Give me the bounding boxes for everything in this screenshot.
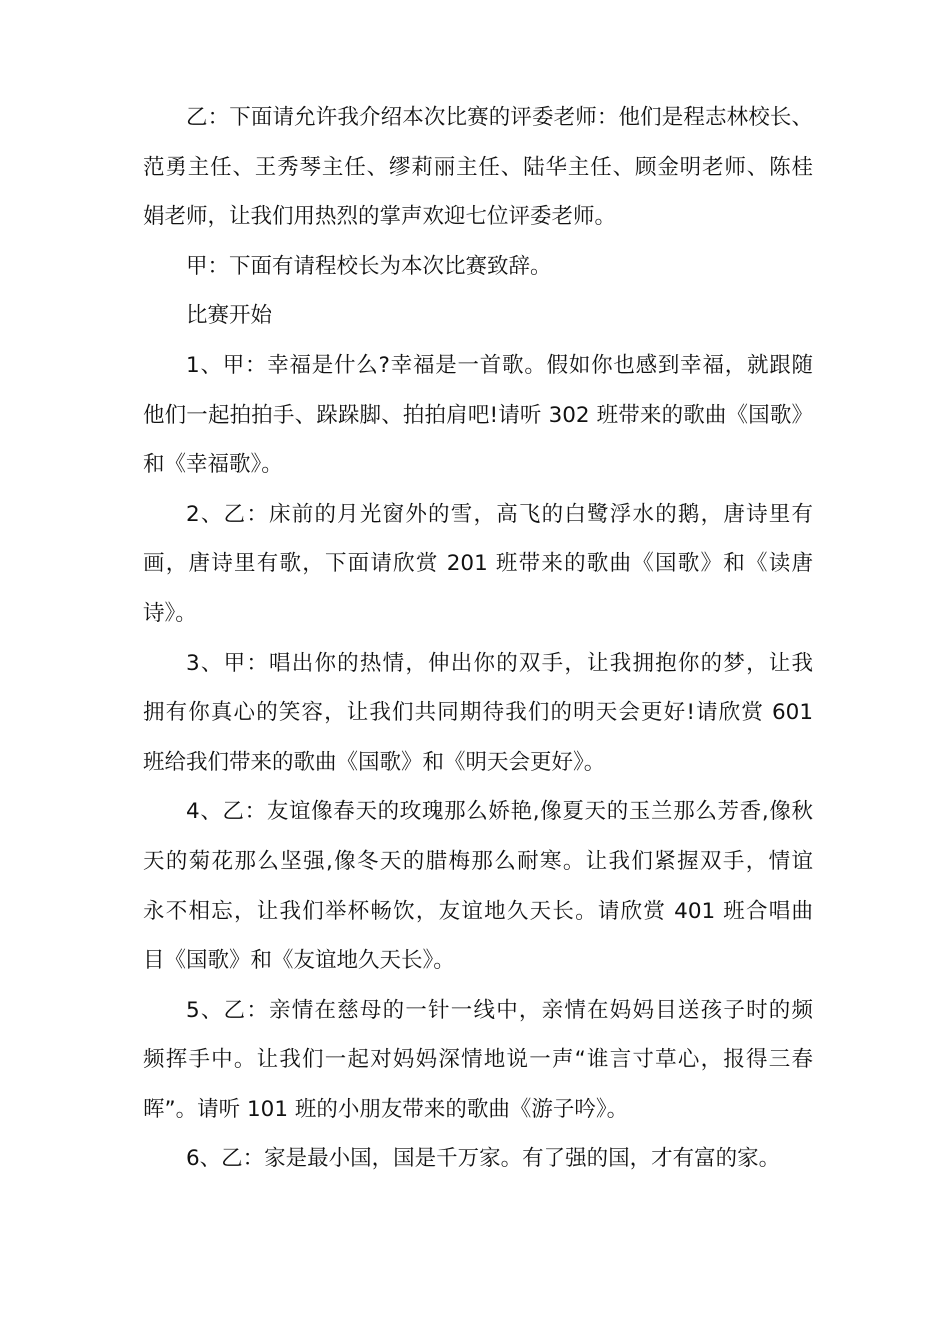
paragraph-line: 1、甲：幸福是什么?幸福是一首歌。假如你也感到幸福，就跟随 (186, 352, 813, 378)
document-body (143, 93, 813, 1184)
paragraph-line: 3、甲：唱出你的热情，伸出你的双手，让我拥抱你的梦，让我 (186, 650, 813, 676)
paragraph-line: 乙：下面请允许我介绍本次比赛的评委老师：他们是程志林校长、 (186, 105, 813, 130)
paragraph-line: 娟老师，让我们用热烈的掌声欢迎七位评委老师。 (143, 204, 617, 230)
paragraph-line: 目《国歌》和《友谊地久天长》。 (143, 948, 455, 974)
paragraph-line: 诗》。 (143, 600, 197, 626)
paragraph (143, 93, 813, 242)
paragraph-line: 6、乙：家是最小国，国是千万家。有了强的国，才有富的家。 (186, 1146, 781, 1172)
paragraph-line: 天的菊花那么坚强,像冬天的腊梅那么耐寒。让我们紧握双手，情谊 (143, 848, 813, 874)
paragraph (143, 1134, 813, 1184)
paragraph-line: 和《幸福歌》。 (143, 452, 283, 478)
paragraph-line: 晖”。请听 101 班的小朋友带来的歌曲《游子吟》。 (143, 1096, 629, 1122)
paragraph-line: 永不相忘，让我们举杯畅饮，友谊地久天长。请欣赏 401 班合唱曲 (143, 898, 813, 924)
paragraph-line: 甲：下面有请程校长为本次比赛致辞。 (186, 253, 552, 279)
paragraph-line: 拥有你真心的笑容，让我们共同期待我们的明天会更好!请欣赏 601 (143, 700, 813, 726)
paragraph (143, 787, 813, 985)
paragraph (143, 242, 813, 292)
paragraph-line: 5、乙：亲情在慈母的一针一线中，亲情在妈妈目送孩子时的频 (186, 997, 813, 1023)
paragraph (143, 490, 813, 639)
paragraph-line: 班给我们带来的歌曲《国歌》和《明天会更好》。 (143, 749, 606, 775)
paragraph-line: 他们一起拍拍手、跺跺脚、拍拍肩吧!请听 302 班带来的歌曲《国歌》 (143, 402, 813, 428)
paragraph-line: 画，唐诗里有歌，下面请欣赏 201 班带来的歌曲《国歌》和《读唐 (143, 551, 813, 577)
paragraph-line: 频挥手中。让我们一起对妈妈深情地说一声“谁言寸草心，报得三春 (143, 1047, 813, 1073)
paragraph-line: 比赛开始 (186, 303, 273, 329)
paragraph (143, 291, 813, 341)
paragraph-line: 范勇主任、王秀琴主任、缪莉丽主任、陆华主任、顾金明老师、陈桂 (143, 154, 813, 180)
paragraph (143, 341, 813, 490)
paragraph (143, 639, 813, 788)
paragraph (143, 986, 813, 1135)
paragraph-line: 4、乙：友谊像春天的玫瑰那么娇艳,像夏天的玉兰那么芳香,像秋 (186, 799, 813, 825)
paragraph-line: 2、乙：床前的月光窗外的雪，高飞的白鹭浮水的鹅，唐诗里有 (186, 501, 813, 527)
